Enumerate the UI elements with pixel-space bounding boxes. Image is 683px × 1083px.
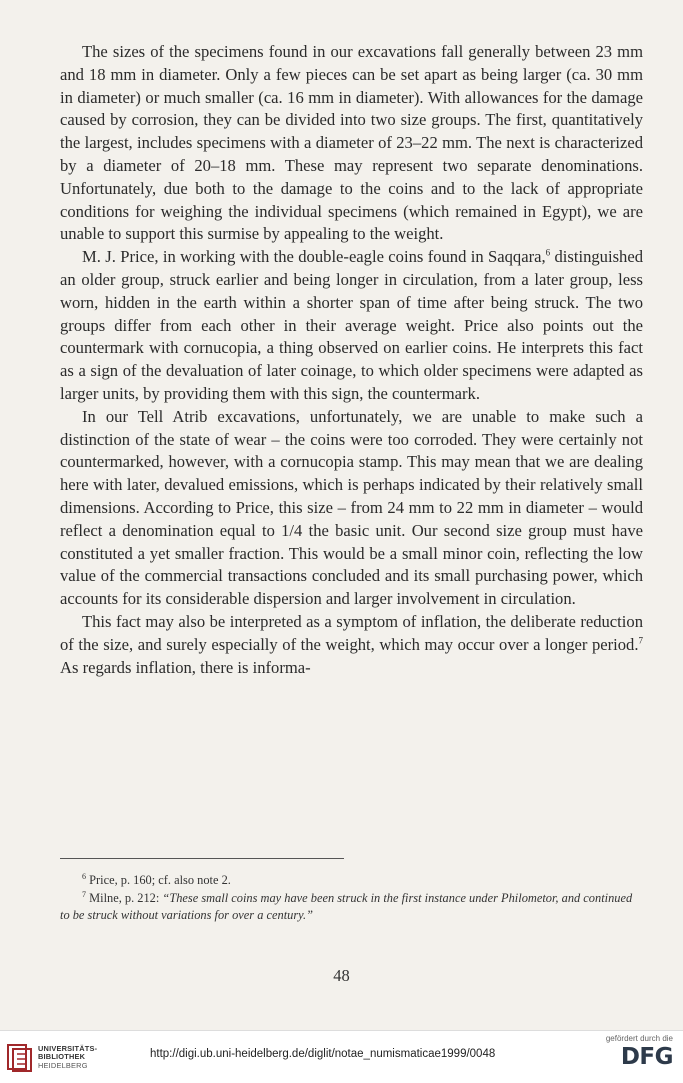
dfg-funder[interactable] [583,1034,673,1080]
footnote-7 [60,890,643,925]
footnote-text: Price, p. 160; cf. also note 2. [89,873,231,887]
library-name-line-3: HEIDELBERG [38,1060,88,1070]
footnote-number: 7 [82,889,86,899]
footnotes [60,872,643,925]
footnote-6 [60,872,643,890]
paragraph-4-part-a: This fact may also be interpreted as a symptom of inflation, the deliberate reduction of the size, and surely especially of the weight, which may occur over a longer period. [60,611,643,654]
dfg-logo: DFG [620,1044,673,1070]
page-number: 48 [333,966,350,985]
paragraph-4 [60,611,643,679]
library-name [38,1045,97,1070]
paragraph-2-part-a: M. J. Price, in working with the double-eagle coins found in Saqqara, [82,247,546,267]
paragraph-2 [60,246,643,406]
paragraph-1: The sizes of the specimens found in our excavations fall generally between 23 mm and 18 mm in diameter. Only a few pieces can be set apart as being larger (ca. 30 mm in diameter) or much smaller (ca. 16 mm in diameter). With allowances for the damage caused by corrosion, they can be divided into two size groups. The first, quantitatively the largest, includes specimens with a diameter of 23–22 mm. The next is characterized by a diameter of 20–18 mm. These may represent two separate denominations. Unfortunately, due both to the damage to the coins and to the lack of appropriate conditions for weighing the individual specimens (which remained in Egypt), we are unable to support this surmise by appealing to the weight. [60,42,643,244]
paragraph-3: In our Tell Atrib excavations, unfortunately, we are unable to make such a distinction of the state of wear – the coins were too corroded. They were certainly not countermarked, however, with a cornucopia stamp. This may mean that we are dealing here with later, devalued emissions, which is perhaps indicated by their relatively small dimensions. According to Price, this size – from 24 mm to 22 mm in diameter – would reflect a denomination equal to 1/4 the basic unit. Our second size group must have constituted a yet smaller fraction. This would be a small minor coin, reflecting the low value of the commercial transactions concluded and its small purchasing power, which accounts for its considerable dispersion and larger involvement in circulation. [60,406,643,609]
footnote-ref-6[interactable]: 6 [545,247,551,258]
footnote-quote: “These small coins may have been struck in the first instance under Philometor, and continued to be struck without variations for over a century.” [60,890,633,922]
footnote-ref-7[interactable]: 7 [638,635,643,646]
paragraph-2-part-b: distinguished an older group, struck earlier and being longer in circulation, from a later group, less worn, hidden in the earth within a shorter span of time after being struck. The two groups differ from each other in their average weight. Price also points out the countermark with cornucopia, a thing observed on earlier coins. He interprets this fact as a sign of the devaluation of later coinage, to which older specimens were adapted as larger units, by providing them with this sign, the countermark. [60,247,643,403]
heidelberg-library-logo-icon [6,1041,34,1073]
funder-caption: gefördert durch die [605,1034,673,1043]
library-logo[interactable] [6,1041,126,1075]
footnote-number: 6 [82,871,86,881]
footnote-text: Milne, p. 212: [89,890,163,905]
library-name-line-1: UNIVERSITÄTS- [38,1044,98,1053]
body-text [60,41,643,679]
paragraph-4-part-b: As regards inflation, there is informa- [60,657,311,677]
permalink-url[interactable]: http://digi.ub.uni-heidelberg.de/diglit/notae_numismaticae1999/0048 [150,1048,496,1060]
library-name-line-2: BIBLIOTHEK [38,1052,86,1062]
footer-bar [0,1030,683,1083]
footnote-divider [60,858,344,859]
